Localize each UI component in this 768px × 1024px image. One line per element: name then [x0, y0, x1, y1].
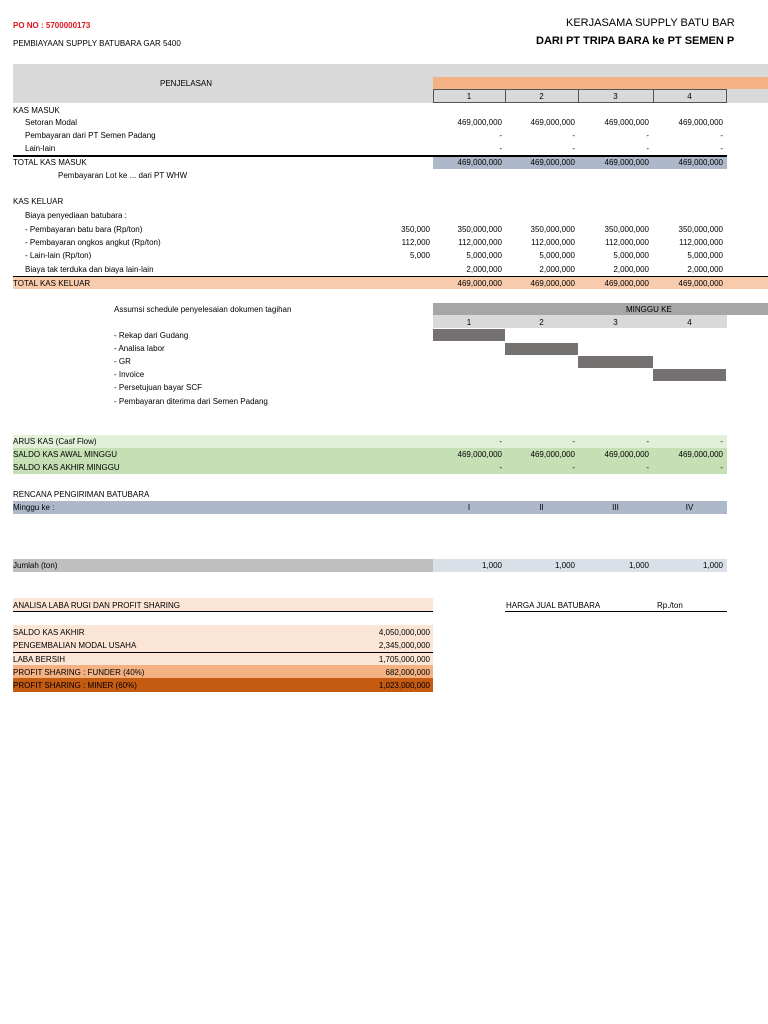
- cell-value: 2,000,000: [466, 265, 502, 274]
- cell-value: 350,000,000: [457, 225, 502, 234]
- saldo-awal-label: SALDO KAS AWAL MINGGU: [13, 450, 118, 459]
- week-header-1: 1: [466, 92, 472, 101]
- schedule-week-1: 1: [466, 318, 472, 327]
- document-title-line1: KERJASAMA SUPPLY BATU BAR: [566, 17, 735, 29]
- rate-value: 112,000: [401, 238, 430, 247]
- document-subtitle: PEMBIAYAAN SUPPLY BATUBARA GAR 5400: [13, 39, 181, 48]
- pengiriman-title: RENCANA PENGIRIMAN BATUBARA: [13, 490, 150, 499]
- cell-value: 5,000,000: [687, 251, 723, 260]
- week-header-4: 4: [687, 92, 692, 101]
- cell-value: 350,000,000: [678, 225, 723, 234]
- cell-value: 1,000: [481, 561, 502, 570]
- cell-value: 1,000: [628, 561, 649, 570]
- total-value: 469,000,000: [678, 158, 723, 167]
- cell-value: -: [646, 437, 649, 446]
- kas-keluar-title: KAS KELUAR: [13, 197, 64, 206]
- cell-value: -: [499, 437, 502, 446]
- table-header-accent: [433, 77, 768, 89]
- harga-jual-unit: Rp./ton: [657, 601, 683, 610]
- jumlah-label: Jumlah (ton): [13, 561, 58, 570]
- week-header-2: 2: [539, 92, 544, 101]
- pengiriman-week-3: III: [612, 503, 619, 512]
- schedule-item: - Analisa labor: [114, 344, 165, 353]
- cell-value: 469,000,000: [530, 450, 575, 459]
- cell-value: -: [646, 144, 649, 153]
- total-value: 469,000,000: [457, 158, 502, 167]
- total-kas-masuk-label: TOTAL KAS MASUK: [13, 158, 87, 167]
- cell-value: -: [572, 131, 575, 140]
- cell-value: 5,000,000: [466, 251, 502, 260]
- lot-note: Pembayaran Lot ke ... dari PT WHW: [58, 171, 188, 180]
- cell-value: 2,000,000: [687, 265, 723, 274]
- cell-value: 112,000,000: [679, 238, 723, 247]
- minggu-ke-header: MINGGU KE: [626, 305, 672, 314]
- cell-value: -: [720, 144, 723, 153]
- rate-value: 5,000: [409, 251, 430, 260]
- cell-value: 112,000,000: [531, 238, 575, 247]
- analisa-row-label: SALDO KAS AKHIR: [13, 628, 85, 637]
- cell-value: 469,000,000: [604, 450, 649, 459]
- analisa-title: ANALISA LABA RUGI DAN PROFIT SHARING: [13, 601, 181, 610]
- row-label: Pembayaran dari PT Semen Padang: [25, 131, 156, 140]
- row-label: - Pembayaran ongkos angkut (Rp/ton): [25, 238, 161, 247]
- row-label: - Pembayaran batu bara (Rp/ton): [25, 225, 143, 234]
- rate-value: 350,000: [401, 225, 430, 234]
- analisa-row-label: LABA BERSIH: [13, 655, 66, 664]
- cell-value: 469,000,000: [457, 450, 502, 459]
- cell-value: -: [646, 463, 649, 472]
- jumlah-label-band: [13, 559, 433, 572]
- schedule-item: - Persetujuan bayar SCF: [114, 383, 203, 392]
- total-value: 469,000,000: [678, 279, 723, 288]
- harga-jual-label: HARGA JUAL BATUBARA: [506, 601, 601, 610]
- cell-value: 1,000: [554, 561, 575, 570]
- cell-value: -: [572, 437, 575, 446]
- schedule-item: - Pembayaran diterima dari Semen Padang: [114, 397, 268, 406]
- cell-value: 5,000,000: [539, 251, 575, 260]
- analisa-row-value: 1,705,000,000: [378, 655, 430, 664]
- cell-value: 5,000,000: [613, 251, 649, 260]
- cell-value: 469,000,000: [530, 118, 575, 127]
- analisa-row-label: PROFIT SHARING : MINER (60%): [13, 681, 137, 690]
- analisa-row-value: 4,050,000,000: [378, 628, 430, 637]
- kas-keluar-subtitle: Biaya penyediaan batubara :: [25, 211, 127, 220]
- cell-value: 469,000,000: [604, 118, 649, 127]
- schedule-item: - GR: [114, 357, 131, 366]
- gantt-bar-gr: [578, 356, 653, 368]
- gantt-bar-invoice: [653, 369, 726, 381]
- document-title-line2: DARI PT TRIPA BARA ke PT SEMEN P: [536, 35, 735, 47]
- cell-value: 350,000,000: [604, 225, 649, 234]
- gantt-bar-analisa: [505, 343, 578, 355]
- total-kas-keluar-label: TOTAL KAS KELUAR: [13, 279, 91, 288]
- cell-value: -: [572, 144, 575, 153]
- row-label: Biaya tak terduka dan biaya lain-lain: [25, 265, 154, 274]
- cell-value: 350,000,000: [530, 225, 575, 234]
- cell-value: 112,000,000: [605, 238, 649, 247]
- cell-value: 2,000,000: [539, 265, 575, 274]
- cell-value: 469,000,000: [678, 450, 723, 459]
- total-value: 469,000,000: [604, 279, 649, 288]
- schedule-header-band: [433, 303, 768, 315]
- arus-kas-label: ARUS KAS (Casf Flow): [13, 437, 97, 446]
- row-label: - Lain-lain (Rp/ton): [25, 251, 92, 260]
- cell-value: 1,000: [702, 561, 723, 570]
- saldo-akhir-label: SALDO KAS AKHIR MINGGU: [13, 463, 120, 472]
- pengiriman-week-4: IV: [685, 503, 694, 512]
- schedule-week-3: 3: [613, 318, 618, 327]
- cell-value: -: [646, 131, 649, 140]
- total-value: 469,000,000: [604, 158, 649, 167]
- cell-value: -: [572, 463, 575, 472]
- schedule-item: - Rekap dari Gudang: [114, 331, 189, 340]
- po-number: PO NO : 5700000173: [13, 21, 91, 30]
- kas-masuk-title: KAS MASUK: [13, 106, 60, 115]
- pengiriman-week-1: I: [467, 503, 471, 512]
- analisa-row-value: 1,023,000,000: [378, 681, 430, 690]
- cell-value: 469,000,000: [457, 118, 502, 127]
- total-value: 469,000,000: [530, 158, 575, 167]
- cell-value: -: [499, 463, 502, 472]
- pengiriman-week-2: II: [539, 503, 544, 512]
- analisa-row-value: 2,345,000,000: [378, 641, 430, 650]
- analisa-row-label: PROFIT SHARING : FUNDER (40%): [13, 668, 145, 677]
- cell-value: -: [720, 131, 723, 140]
- minggu-label: Minggu ke :: [13, 503, 55, 512]
- schedule-week-4: 4: [687, 318, 692, 327]
- analisa-row-label: PENGEMBALIAN MODAL USAHA: [13, 641, 137, 650]
- row-label: Setoran Modal: [25, 118, 78, 127]
- cell-value: 2,000,000: [613, 265, 649, 274]
- row-label: Lain-lain: [25, 144, 56, 153]
- total-value: 469,000,000: [530, 279, 575, 288]
- week-header-3: 3: [613, 92, 618, 101]
- cell-value: -: [720, 463, 723, 472]
- analisa-row-value: 682,000,000: [385, 668, 430, 677]
- cell-value: -: [499, 144, 502, 153]
- cell-value: 469,000,000: [678, 118, 723, 127]
- cell-value: -: [720, 437, 723, 446]
- schedule-title: Assumsi schedule penyelesaian dokumen tagihan: [114, 305, 292, 314]
- cell-value: -: [499, 131, 502, 140]
- cell-value: 112,000,000: [458, 238, 502, 247]
- schedule-week-2: 2: [539, 318, 544, 327]
- gantt-bar-rekap: [433, 329, 505, 341]
- schedule-item: - Invoice: [114, 370, 145, 379]
- penjelasan-header: PENJELASAN: [160, 79, 213, 88]
- total-value: 469,000,000: [457, 279, 502, 288]
